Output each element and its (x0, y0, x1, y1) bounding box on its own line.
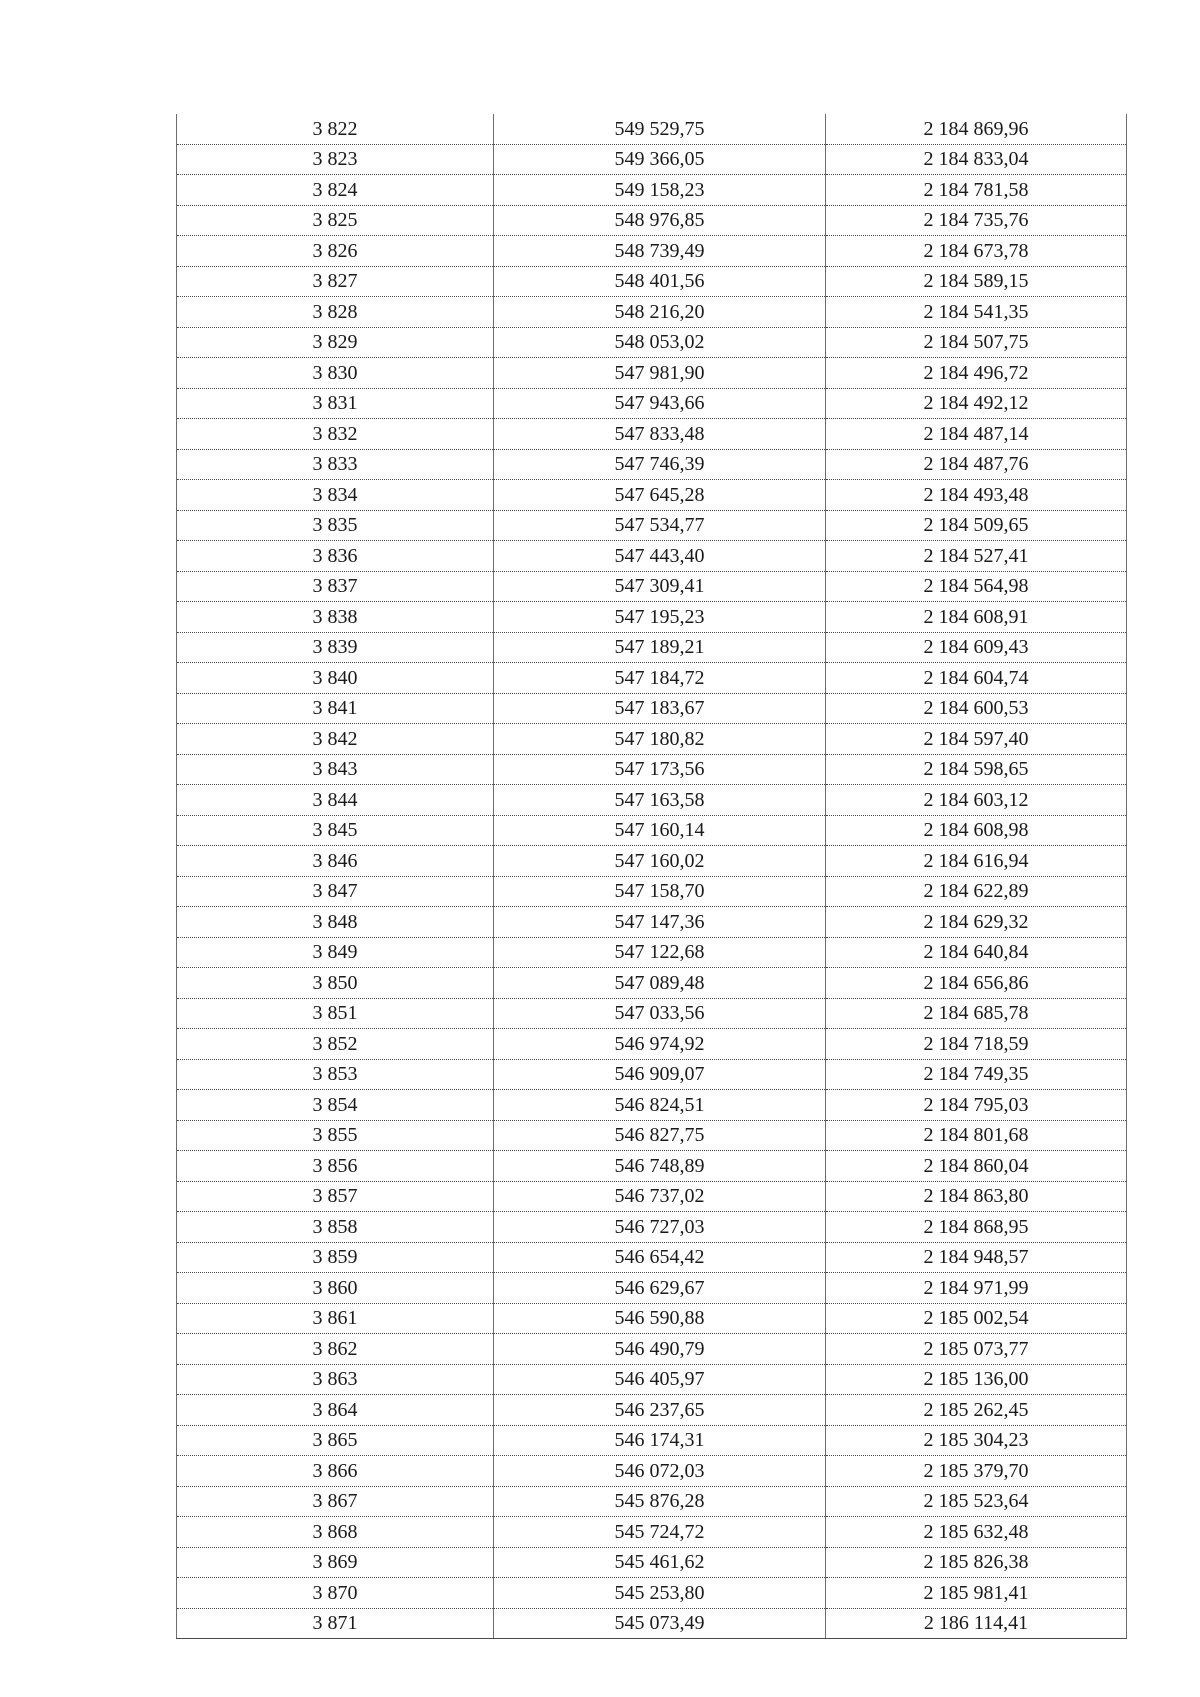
x-coordinate-cell: 545 253,80 (494, 1578, 826, 1609)
point-number-cell: 3 840 (177, 663, 494, 694)
y-coordinate-cell: 2 185 262,45 (826, 1395, 1127, 1426)
x-coordinate-cell: 547 981,90 (494, 358, 826, 389)
point-number-cell: 3 826 (177, 236, 494, 267)
y-coordinate-cell: 2 184 971,99 (826, 1273, 1127, 1304)
x-coordinate-cell: 546 405,97 (494, 1364, 826, 1395)
table-row (177, 1364, 1127, 1395)
x-coordinate-cell: 545 724,72 (494, 1517, 826, 1548)
point-number-cell: 3 825 (177, 205, 494, 236)
coordinates-table (176, 114, 1127, 1639)
x-coordinate-cell: 547 122,68 (494, 937, 826, 968)
point-number-cell: 3 841 (177, 693, 494, 724)
point-number-cell: 3 849 (177, 937, 494, 968)
point-number-cell: 3 868 (177, 1517, 494, 1548)
table-row (177, 1547, 1127, 1578)
table-row (177, 1029, 1127, 1060)
y-coordinate-cell: 2 184 603,12 (826, 785, 1127, 816)
table-row (177, 754, 1127, 785)
table-row (177, 449, 1127, 480)
table-row (177, 1395, 1127, 1426)
x-coordinate-cell: 547 746,39 (494, 449, 826, 480)
y-coordinate-cell: 2 184 509,65 (826, 510, 1127, 541)
table-row (177, 1181, 1127, 1212)
table-row (177, 632, 1127, 663)
table-row (177, 1090, 1127, 1121)
x-coordinate-cell: 546 490,79 (494, 1334, 826, 1365)
x-coordinate-cell: 547 183,67 (494, 693, 826, 724)
table-row (177, 1425, 1127, 1456)
x-coordinate-cell: 547 173,56 (494, 754, 826, 785)
table-row (177, 1273, 1127, 1304)
y-coordinate-cell: 2 184 493,48 (826, 480, 1127, 511)
point-number-cell: 3 854 (177, 1090, 494, 1121)
table-row (177, 327, 1127, 358)
table-row (177, 236, 1127, 267)
y-coordinate-cell: 2 184 801,68 (826, 1120, 1127, 1151)
point-number-cell: 3 861 (177, 1303, 494, 1334)
point-number-cell: 3 869 (177, 1547, 494, 1578)
table-row (177, 144, 1127, 175)
point-number-cell: 3 838 (177, 602, 494, 633)
point-number-cell: 3 831 (177, 388, 494, 419)
table-row (177, 998, 1127, 1029)
x-coordinate-cell: 546 072,03 (494, 1456, 826, 1487)
x-coordinate-cell: 547 189,21 (494, 632, 826, 663)
y-coordinate-cell: 2 184 487,76 (826, 449, 1127, 480)
y-coordinate-cell: 2 184 685,78 (826, 998, 1127, 1029)
x-coordinate-cell: 547 309,41 (494, 571, 826, 602)
point-number-cell: 3 835 (177, 510, 494, 541)
table-row (177, 815, 1127, 846)
x-coordinate-cell: 546 174,31 (494, 1425, 826, 1456)
y-coordinate-cell: 2 184 496,72 (826, 358, 1127, 389)
y-coordinate-cell: 2 184 656,86 (826, 968, 1127, 999)
y-coordinate-cell: 2 184 507,75 (826, 327, 1127, 358)
point-number-cell: 3 827 (177, 266, 494, 297)
table-row (177, 602, 1127, 633)
x-coordinate-cell: 546 827,75 (494, 1120, 826, 1151)
table-row (177, 876, 1127, 907)
point-number-cell: 3 844 (177, 785, 494, 816)
y-coordinate-cell: 2 184 608,91 (826, 602, 1127, 633)
point-number-cell: 3 845 (177, 815, 494, 846)
point-number-cell: 3 867 (177, 1486, 494, 1517)
table-row (177, 480, 1127, 511)
table-row (177, 1334, 1127, 1365)
table-row (177, 1303, 1127, 1334)
x-coordinate-cell: 546 590,88 (494, 1303, 826, 1334)
point-number-cell: 3 857 (177, 1181, 494, 1212)
point-number-cell: 3 853 (177, 1059, 494, 1090)
y-coordinate-cell: 2 184 608,98 (826, 815, 1127, 846)
table-row (177, 114, 1127, 144)
y-coordinate-cell: 2 184 589,15 (826, 266, 1127, 297)
y-coordinate-cell: 2 184 869,96 (826, 114, 1127, 144)
y-coordinate-cell: 2 184 600,53 (826, 693, 1127, 724)
point-number-cell: 3 829 (177, 327, 494, 358)
point-number-cell: 3 832 (177, 419, 494, 450)
x-coordinate-cell: 547 033,56 (494, 998, 826, 1029)
y-coordinate-cell: 2 184 863,80 (826, 1181, 1127, 1212)
y-coordinate-cell: 2 184 795,03 (826, 1090, 1127, 1121)
y-coordinate-cell: 2 185 136,00 (826, 1364, 1127, 1395)
point-number-cell: 3 847 (177, 876, 494, 907)
point-number-cell: 3 822 (177, 114, 494, 144)
table-row (177, 297, 1127, 328)
table-row (177, 1059, 1127, 1090)
x-coordinate-cell: 548 216,20 (494, 297, 826, 328)
point-number-cell: 3 863 (177, 1364, 494, 1395)
x-coordinate-cell: 547 180,82 (494, 724, 826, 755)
table-row (177, 1120, 1127, 1151)
y-coordinate-cell: 2 185 523,64 (826, 1486, 1127, 1517)
point-number-cell: 3 862 (177, 1334, 494, 1365)
y-coordinate-cell: 2 184 749,35 (826, 1059, 1127, 1090)
table-row (177, 571, 1127, 602)
y-coordinate-cell: 2 184 598,65 (826, 754, 1127, 785)
table-row (177, 175, 1127, 206)
x-coordinate-cell: 547 833,48 (494, 419, 826, 450)
y-coordinate-cell: 2 184 629,32 (826, 907, 1127, 938)
x-coordinate-cell: 546 737,02 (494, 1181, 826, 1212)
point-number-cell: 3 848 (177, 907, 494, 938)
y-coordinate-cell: 2 184 541,35 (826, 297, 1127, 328)
point-number-cell: 3 837 (177, 571, 494, 602)
table-row (177, 937, 1127, 968)
x-coordinate-cell: 547 184,72 (494, 663, 826, 694)
y-coordinate-cell: 2 184 948,57 (826, 1242, 1127, 1273)
table-row (177, 419, 1127, 450)
x-coordinate-cell: 547 089,48 (494, 968, 826, 999)
table-row (177, 663, 1127, 694)
x-coordinate-cell: 546 748,89 (494, 1151, 826, 1182)
y-coordinate-cell: 2 184 492,12 (826, 388, 1127, 419)
point-number-cell: 3 855 (177, 1120, 494, 1151)
y-coordinate-cell: 2 184 564,98 (826, 571, 1127, 602)
y-coordinate-cell: 2 184 609,43 (826, 632, 1127, 663)
point-number-cell: 3 850 (177, 968, 494, 999)
x-coordinate-cell: 549 158,23 (494, 175, 826, 206)
x-coordinate-cell: 549 366,05 (494, 144, 826, 175)
y-coordinate-cell: 2 185 379,70 (826, 1456, 1127, 1487)
point-number-cell: 3 833 (177, 449, 494, 480)
table-row (177, 266, 1127, 297)
x-coordinate-cell: 545 073,49 (494, 1608, 826, 1639)
coordinates-table-body (177, 114, 1127, 1639)
table-row (177, 785, 1127, 816)
x-coordinate-cell: 548 401,56 (494, 266, 826, 297)
x-coordinate-cell: 546 909,07 (494, 1059, 826, 1090)
point-number-cell: 3 834 (177, 480, 494, 511)
y-coordinate-cell: 2 185 002,54 (826, 1303, 1127, 1334)
point-number-cell: 3 836 (177, 541, 494, 572)
table-row (177, 388, 1127, 419)
y-coordinate-cell: 2 184 735,76 (826, 205, 1127, 236)
table-row (177, 693, 1127, 724)
y-coordinate-cell: 2 184 597,40 (826, 724, 1127, 755)
point-number-cell: 3 856 (177, 1151, 494, 1182)
x-coordinate-cell: 546 824,51 (494, 1090, 826, 1121)
point-number-cell: 3 846 (177, 846, 494, 877)
y-coordinate-cell: 2 185 981,41 (826, 1578, 1127, 1609)
y-coordinate-cell: 2 185 073,77 (826, 1334, 1127, 1365)
y-coordinate-cell: 2 185 826,38 (826, 1547, 1127, 1578)
y-coordinate-cell: 2 185 632,48 (826, 1517, 1127, 1548)
point-number-cell: 3 866 (177, 1456, 494, 1487)
x-coordinate-cell: 546 237,65 (494, 1395, 826, 1426)
table-row (177, 907, 1127, 938)
table-row (177, 1456, 1127, 1487)
table-row (177, 358, 1127, 389)
y-coordinate-cell: 2 184 781,58 (826, 175, 1127, 206)
x-coordinate-cell: 547 163,58 (494, 785, 826, 816)
x-coordinate-cell: 547 943,66 (494, 388, 826, 419)
y-coordinate-cell: 2 184 718,59 (826, 1029, 1127, 1060)
y-coordinate-cell: 2 184 604,74 (826, 663, 1127, 694)
y-coordinate-cell: 2 185 304,23 (826, 1425, 1127, 1456)
point-number-cell: 3 865 (177, 1425, 494, 1456)
point-number-cell: 3 852 (177, 1029, 494, 1060)
x-coordinate-cell: 547 147,36 (494, 907, 826, 938)
point-number-cell: 3 870 (177, 1578, 494, 1609)
point-number-cell: 3 843 (177, 754, 494, 785)
table-row (177, 1212, 1127, 1243)
x-coordinate-cell: 548 053,02 (494, 327, 826, 358)
y-coordinate-cell: 2 184 868,95 (826, 1212, 1127, 1243)
point-number-cell: 3 860 (177, 1273, 494, 1304)
y-coordinate-cell: 2 184 640,84 (826, 937, 1127, 968)
x-coordinate-cell: 547 195,23 (494, 602, 826, 633)
x-coordinate-cell: 549 529,75 (494, 114, 826, 144)
x-coordinate-cell: 546 629,67 (494, 1273, 826, 1304)
point-number-cell: 3 859 (177, 1242, 494, 1273)
point-number-cell: 3 839 (177, 632, 494, 663)
x-coordinate-cell: 547 158,70 (494, 876, 826, 907)
table-row (177, 1242, 1127, 1273)
table-row (177, 724, 1127, 755)
x-coordinate-cell: 546 727,03 (494, 1212, 826, 1243)
y-coordinate-cell: 2 186 114,41 (826, 1608, 1127, 1639)
x-coordinate-cell: 547 160,14 (494, 815, 826, 846)
point-number-cell: 3 824 (177, 175, 494, 206)
y-coordinate-cell: 2 184 487,14 (826, 419, 1127, 450)
x-coordinate-cell: 547 160,02 (494, 846, 826, 877)
point-number-cell: 3 823 (177, 144, 494, 175)
point-number-cell: 3 864 (177, 1395, 494, 1426)
table-row (177, 1578, 1127, 1609)
table-row (177, 1608, 1127, 1639)
x-coordinate-cell: 547 645,28 (494, 480, 826, 511)
x-coordinate-cell: 546 654,42 (494, 1242, 826, 1273)
point-number-cell: 3 871 (177, 1608, 494, 1639)
table-row (177, 510, 1127, 541)
x-coordinate-cell: 545 876,28 (494, 1486, 826, 1517)
table-row (177, 1486, 1127, 1517)
y-coordinate-cell: 2 184 673,78 (826, 236, 1127, 267)
y-coordinate-cell: 2 184 833,04 (826, 144, 1127, 175)
y-coordinate-cell: 2 184 616,94 (826, 846, 1127, 877)
x-coordinate-cell: 545 461,62 (494, 1547, 826, 1578)
y-coordinate-cell: 2 184 527,41 (826, 541, 1127, 572)
y-coordinate-cell: 2 184 860,04 (826, 1151, 1127, 1182)
x-coordinate-cell: 548 976,85 (494, 205, 826, 236)
point-number-cell: 3 828 (177, 297, 494, 328)
table-row (177, 541, 1127, 572)
point-number-cell: 3 858 (177, 1212, 494, 1243)
table-row (177, 205, 1127, 236)
x-coordinate-cell: 547 443,40 (494, 541, 826, 572)
point-number-cell: 3 851 (177, 998, 494, 1029)
table-row (177, 1151, 1127, 1182)
point-number-cell: 3 842 (177, 724, 494, 755)
point-number-cell: 3 830 (177, 358, 494, 389)
x-coordinate-cell: 547 534,77 (494, 510, 826, 541)
table-row (177, 846, 1127, 877)
table-row (177, 1517, 1127, 1548)
x-coordinate-cell: 548 739,49 (494, 236, 826, 267)
y-coordinate-cell: 2 184 622,89 (826, 876, 1127, 907)
table-row (177, 968, 1127, 999)
x-coordinate-cell: 546 974,92 (494, 1029, 826, 1060)
